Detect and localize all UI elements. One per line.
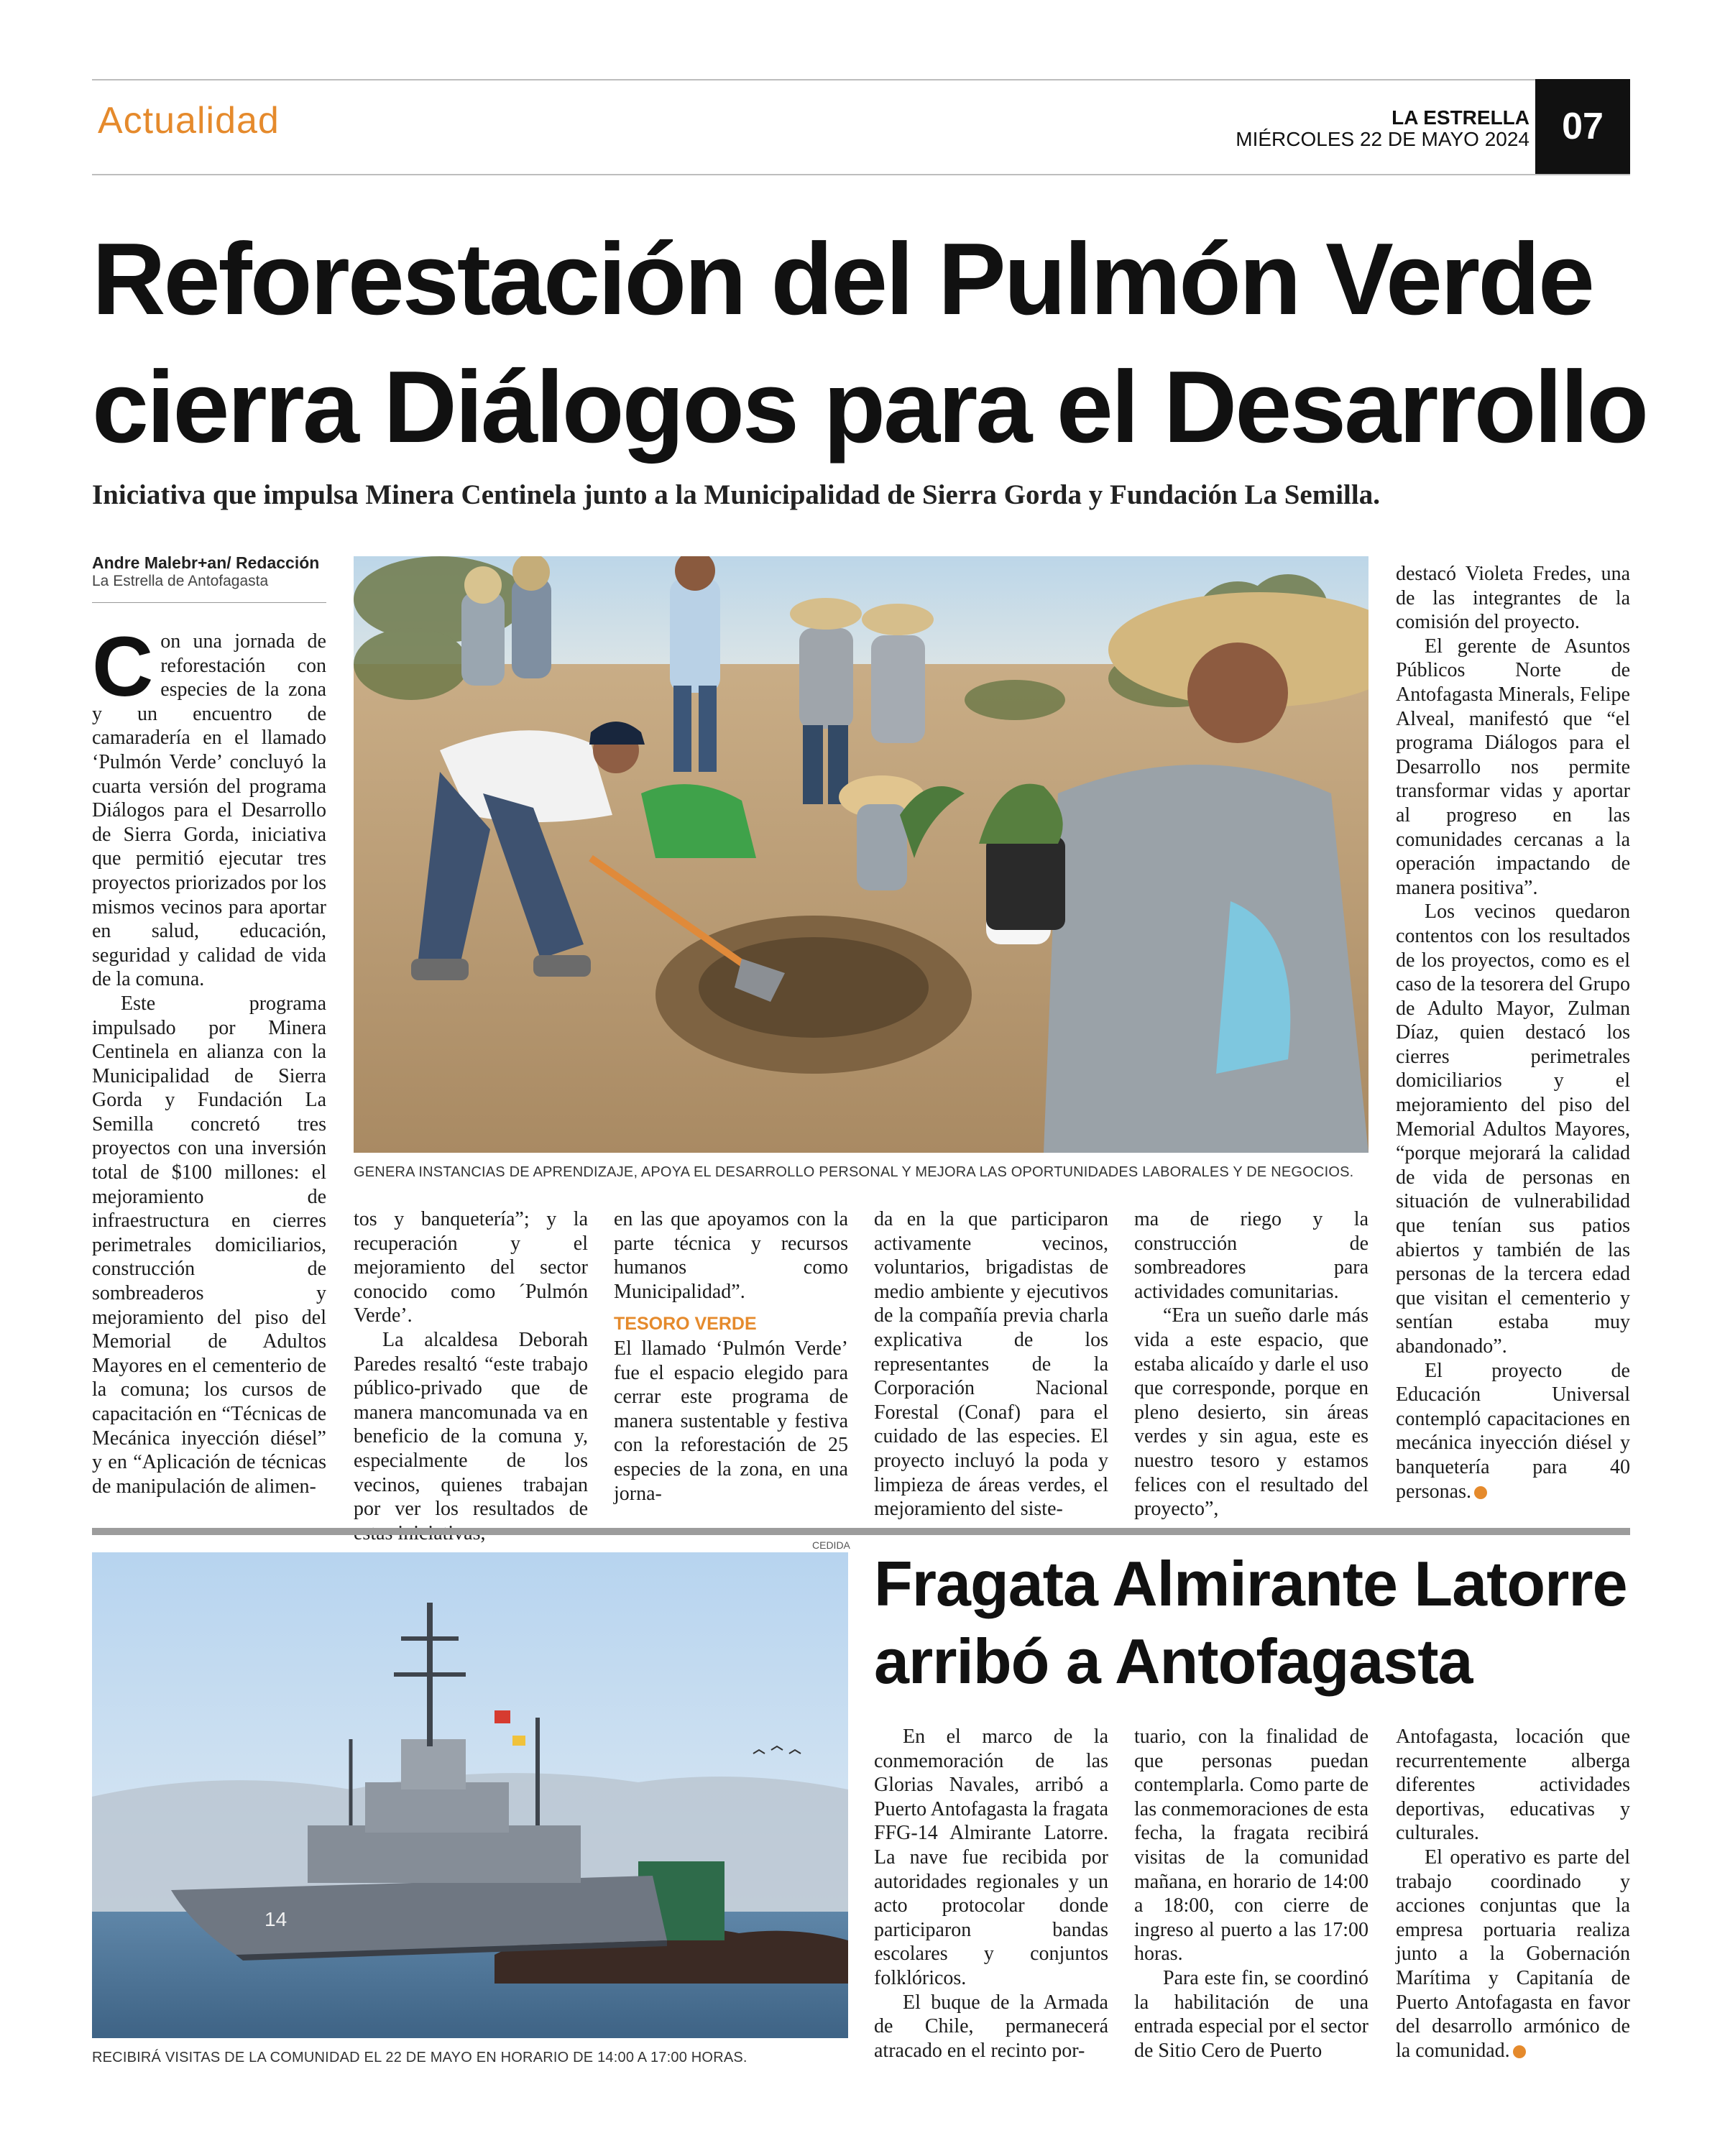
- headline-line-2: cierra Diálogos para el Desarrollo: [92, 350, 1647, 464]
- drop-cap: C: [92, 619, 154, 714]
- article1-column-5: [1134, 1207, 1368, 1521]
- lead-paragraph: Con una jornada de reforestación con especies de la zona y un encuentro de camaradería en el llamado ‘Pulmón Verde’ concluyó la cuarta versión del programa Diálogos para el Desarrollo de Sierra Gorda, iniciativa que permitió ejecutar tres proyectos priorizados por los mismos vecinos para aportar en salud, educación, seguridad y calidad de vida de la comuna.: [92, 619, 326, 991]
- frigate-photo-illustration: [92, 1552, 848, 2038]
- headline-2-line-2: arribó a Antofagasta: [874, 1626, 1473, 1697]
- paragraph: “Era un sueño darle más vida a este espacio, que estaba alicaído y darle el uso que corresponde, porque en pleno desierto, sin áreas verdes y sin agua, este es nuestro tesoro y estamos felices con el resultado del proyecto”,: [1134, 1304, 1368, 1521]
- headline: [92, 216, 1652, 471]
- paragraph: El buque de la Armada de Chile, permanecerá atracado en el recinto por-: [874, 1991, 1108, 2062]
- paragraph: ma de riego y la construcción de sombreadores para actividades comunitarias.: [1134, 1208, 1368, 1303]
- paragraph: La alcaldesa Deborah Paredes resaltó “este trabajo público-privado que de manera mancomunada va en beneficio de la comuna y, especialmente de los vecinos, quienes trabajan por ver los resultados de: [354, 1328, 588, 1521]
- byline-author: Andre Malebr+an/ Redacción: [92, 553, 320, 572]
- headline-2-line-1: Fragata Almirante Latorre: [874, 1548, 1627, 1619]
- reforestation-photo-illustration: [354, 556, 1368, 1153]
- main-photo-caption: GENERA INSTANCIAS DE APRENDIZAJE, APOYA EL DESARROLLO PERSONAL Y MEJORA LAS OPORTUNIDADES LABORALES Y DE NEGOCIOS.: [354, 1164, 1354, 1180]
- section-divider: [92, 1528, 1630, 1535]
- paragraph: El operativo es parte del trabajo coordinado y acciones conjuntas que la empresa portuaria realiza junto a la Gobernación Marítima y Capitanía de Puerto Antofagasta en favor del desarrollo armónico de la comunidad.: [1396, 1846, 1630, 2062]
- paragraph: destacó Violeta Fredes, una de las integrantes de la comisión del proyecto.: [1396, 563, 1630, 634]
- paragraph: En el marco de la conmemoración de las Glorias Navales, arribó a Puerto Antofagasta la fragata FFG-14 Almirante Latorre. La nave fue recibida por autoridades regionales y un acto protocolar donde participaron bandas escolares y conjuntos folklóricos.: [874, 1726, 1108, 1989]
- photo-credit: CEDIDA: [812, 1539, 850, 1551]
- page-number: 07: [1535, 79, 1630, 174]
- article1-column-3: [614, 1207, 848, 1516]
- byline-rule: [92, 602, 326, 603]
- paragraph: Para este fin, se coordinó la habilitación de una entrada especial por el sector de Sitio Cero de Puerto: [1134, 1966, 1368, 2062]
- paper-name: LA ESTRELLA: [1392, 106, 1530, 129]
- top-rule: [92, 79, 1630, 80]
- main-photo-reforestation: [354, 556, 1368, 1153]
- section-label: Actualidad: [98, 100, 280, 142]
- headline-line-1: Reforestación del Pulmón Verde: [92, 222, 1593, 336]
- header-rule: [92, 174, 1630, 175]
- subheadline: Iniciativa que impulsa Minera Centinela junto a la Municipalidad de Sierra Gorda y Fundación La Semilla.: [92, 479, 1380, 510]
- headline-2: [874, 1545, 1636, 1700]
- paragraph: Antofagasta, locación que recurrentemente alberga diferentes actividades deportivas, educativas y culturales.: [1396, 1726, 1630, 1845]
- frigate-photo: [92, 1552, 848, 2038]
- paper-date: MIÉRCOLES 22 DE MAYO 2024: [1236, 128, 1530, 150]
- frigate-photo-caption: RECIBIRÁ VISITAS DE LA COMUNIDAD EL 22 DE MAYO EN HORARIO DE 14:00 A 17:00 HORAS.: [92, 2050, 748, 2065]
- article2-column-1: [874, 1725, 1108, 2113]
- article1-column-4: [874, 1207, 1108, 1521]
- paragraph: El gerente de Asuntos Públicos Norte de Antofagasta Minerals, Felipe Alveal, manifestó que “el programa Diálogos para el Desarrollo nos permite transformar vidas y aportar al progreso en las comunidades cercanas a la operación impactando de manera positiva”.: [1396, 635, 1630, 899]
- paragraph: Los vecinos quedaron contentos con los resultados de los proyectos, como es el caso de la tesorera del Grupo de Adulto Mayor, Zulman Díaz, quien destacó los cierres perimetrales domiciliarios y el mejoramiento del piso del Memorial Adultos Mayores, “porque mejorará la calidad de vida de personas en situación de vulnerabilidad que tenían sus patios abiertos y también de las personas de la tercera edad que visitan el cementerio y sentían estaba muy abandonado”.: [1396, 900, 1630, 1358]
- paragraph: tos y banquetería”; y la recuperación y el mejoramiento del sector conocido como ´Pulmón Verde’.: [354, 1208, 588, 1327]
- subsection-title: TESORO VERDE: [614, 1314, 757, 1335]
- article1-column-1: [92, 619, 326, 1521]
- article1-column-6: [1396, 562, 1630, 1525]
- paragraph: Este programa impulsado por Minera Centinela en alianza con la Municipalidad de Sierra Gorda y Fundación La Semilla concretó tres proyectos con una inversión total de $100 millones: el mejoramiento de infraestructura en cierres perimetrales domiciliarios, construcción de sombreaderos y mejoramiento del piso del Memorial de Adultos Mayores en el cementerio de la comuna; los cursos de capacitación en “Técnicas de Mecánica inyección diésel” y en “Aplicación de técnicas de manipulación de alimen-: [92, 992, 326, 1498]
- paragraph: tuario, con la finalidad de que personas puedan contemplarla. Como parte de las conmemoraciones de esta fecha, la fragata recibirá visitas de la comunidad mañana, en horario de 14:00 a 18:00, con cierre de ingreso al puerto a las 17:00 horas.: [1134, 1726, 1368, 1966]
- end-mark-icon: [1474, 1486, 1487, 1499]
- paragraph: El proyecto de Educación Universal contempló capacitaciones en mecánica inyección diésel y banquetería para 40 personas.: [1396, 1359, 1630, 1503]
- end-mark-icon: [1513, 2045, 1526, 2058]
- article2-column-3: [1396, 1725, 1630, 2113]
- article1-column-2: [354, 1207, 588, 1521]
- byline-publication: La Estrella de Antofagasta: [92, 573, 269, 589]
- paragraph: da en la que participaron activamente vecinos, voluntarios, brigadistas de medio ambiente y ejecutivos de la compañía previa charla explicativa de los representantes de la Corporación Nacional Forestal (Conaf) para el cuidado de las especies. El proyecto incluyó la poda y limpieza de áreas verdes, el mejoramiento del siste-: [874, 1208, 1108, 1521]
- article2-column-2: [1134, 1725, 1368, 2113]
- paragraph: en las que apoyamos con la parte técnica y recursos humanos como Municipalidad”.: [614, 1208, 848, 1303]
- paragraph: El llamado ‘Pulmón Verde’ fue el espacio elegido para cerrar este programa de manera sustentable y festiva con la reforestación de 25 especies de la zona, en una jorna-: [614, 1337, 848, 1505]
- hull-number: 14: [264, 1908, 288, 1930]
